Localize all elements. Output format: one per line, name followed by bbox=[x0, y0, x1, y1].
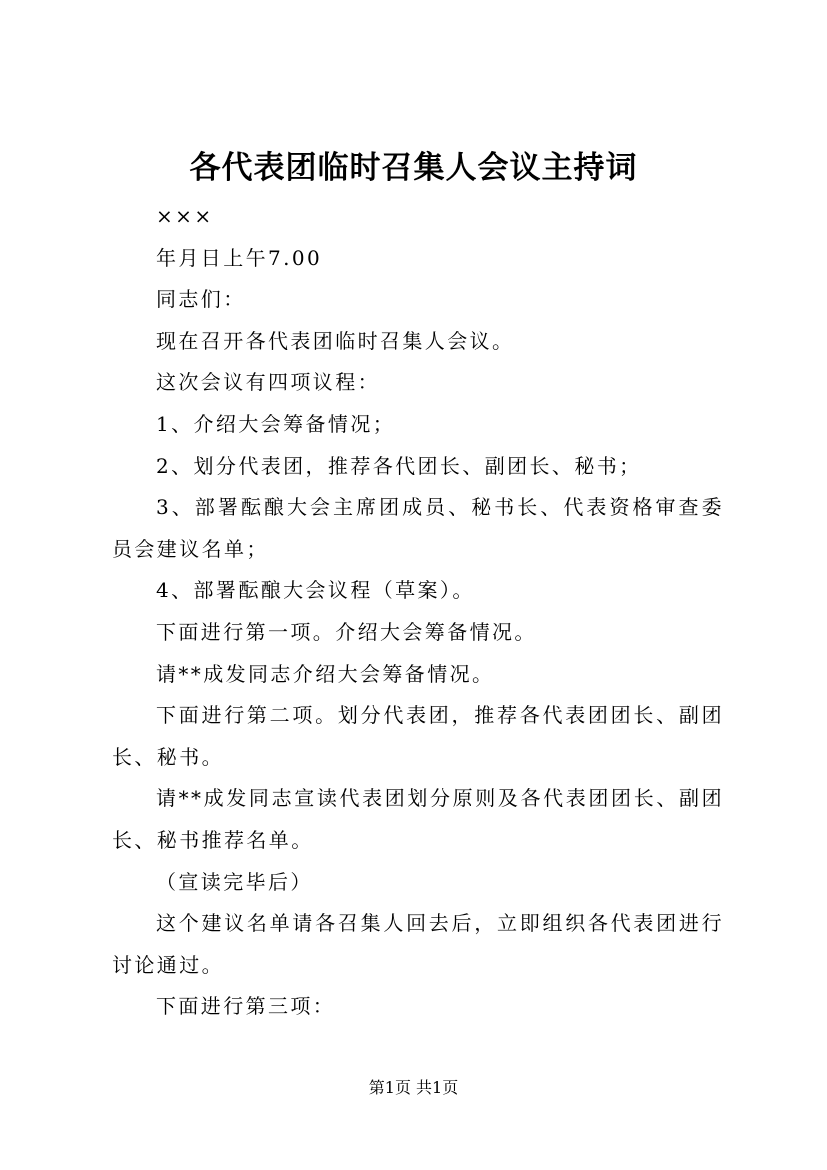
paragraph: 请**成发同志介绍大会筹备情况。 bbox=[156, 661, 495, 686]
document-body bbox=[112, 196, 724, 1028]
agenda-item: 2、划分代表团，推荐各代团长、副团长、秘书； bbox=[156, 453, 642, 478]
paragraph: 下面进行第二项。划分代表团，推荐各代表团团长、副团长、秘书。 bbox=[112, 703, 724, 769]
paragraph-date: 年月日上午7.00 bbox=[156, 245, 323, 270]
paragraph: 现在召开各代表团临时召集人会议。 bbox=[156, 328, 515, 353]
document-title: 各代表团临时召集人会议主持词 bbox=[189, 150, 638, 186]
paragraph-greeting: 同志们： bbox=[156, 287, 246, 312]
paragraph-author: ××× bbox=[156, 204, 214, 228]
agenda-item: 4、部署酝酿大会议程（草案）。 bbox=[156, 578, 475, 603]
agenda-item: 3、部署酝酿大会主席团成员、秘书长、代表资格审查委员会建议名单； bbox=[112, 495, 724, 561]
page-footer: 第1页 共1页 bbox=[368, 1078, 459, 1097]
paragraph: 下面进行第三项： bbox=[156, 994, 336, 1019]
paragraph: 这次会议有四项议程： bbox=[156, 370, 380, 395]
paragraph: 这个建议名单请各召集人回去后，立即组织各代表团进行讨论通过。 bbox=[112, 911, 724, 977]
paragraph: （宣读完毕后） bbox=[156, 869, 313, 894]
paragraph: 请**成发同志宣读代表团划分原则及各代表团团长、副团长、秘书推荐名单。 bbox=[112, 786, 724, 852]
agenda-item: 1、介绍大会筹备情况； bbox=[156, 411, 396, 436]
paragraph: 下面进行第一项。介绍大会筹备情况。 bbox=[156, 619, 537, 644]
